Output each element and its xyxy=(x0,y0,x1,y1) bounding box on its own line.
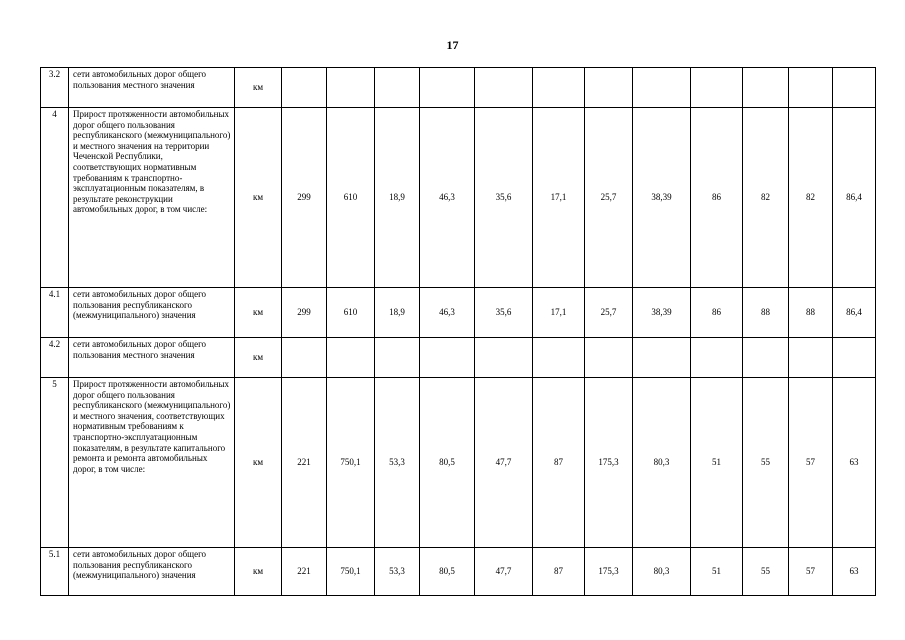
value-cell xyxy=(420,338,475,378)
value-cell xyxy=(375,68,420,108)
row-number: 3.2 xyxy=(41,68,69,108)
value-cell: 55 xyxy=(743,378,789,548)
value-cell xyxy=(282,68,327,108)
value-cell: 610 xyxy=(327,108,375,288)
unit-cell: км xyxy=(235,338,282,378)
table-row xyxy=(41,378,876,548)
value-cell: 80,3 xyxy=(633,378,691,548)
value-cell: 46,3 xyxy=(420,288,475,338)
indicator-description: Прирост протяженности автомобильных дорог общего пользования республиканского (межмуниципального) и местного значения на территории Чеченской Республики, соответствующих нормативным требованиям к транспортно-эксплуатационным показателям, в результате реконструкции автомобильных дорог, в том числе: xyxy=(69,108,235,288)
value-cell: 175,3 xyxy=(585,378,633,548)
row-number: 4 xyxy=(41,108,69,288)
value-cell: 38,39 xyxy=(633,288,691,338)
row-number: 4.2 xyxy=(41,338,69,378)
value-cell xyxy=(743,68,789,108)
value-cell: 750,1 xyxy=(327,378,375,548)
value-cell xyxy=(789,68,833,108)
value-cell: 17,1 xyxy=(533,108,585,288)
indicator-description: сети автомобильных дорог общего пользования местного значения xyxy=(69,338,235,378)
table-row xyxy=(41,108,876,288)
value-cell: 88 xyxy=(743,288,789,338)
value-cell: 57 xyxy=(789,378,833,548)
table-body xyxy=(41,68,876,596)
value-cell: 221 xyxy=(282,548,327,596)
value-cell: 47,7 xyxy=(475,378,533,548)
value-cell: 46,3 xyxy=(420,108,475,288)
value-cell: 25,7 xyxy=(585,288,633,338)
value-cell: 87 xyxy=(533,548,585,596)
value-cell: 82 xyxy=(743,108,789,288)
table-row xyxy=(41,548,876,596)
value-cell: 55 xyxy=(743,548,789,596)
value-cell xyxy=(375,338,420,378)
value-cell xyxy=(327,338,375,378)
value-cell: 175,3 xyxy=(585,548,633,596)
value-cell: 47,7 xyxy=(475,548,533,596)
value-cell xyxy=(585,338,633,378)
row-number: 5.1 xyxy=(41,548,69,596)
table-row xyxy=(41,338,876,378)
indicator-description: сети автомобильных дорог общего пользования местного значения xyxy=(69,68,235,108)
value-cell: 221 xyxy=(282,378,327,548)
unit-cell: км xyxy=(235,378,282,548)
value-cell xyxy=(475,68,533,108)
row-number: 4.1 xyxy=(41,288,69,338)
unit-cell: км xyxy=(235,288,282,338)
unit-cell: км xyxy=(235,548,282,596)
value-cell: 750,1 xyxy=(327,548,375,596)
value-cell: 299 xyxy=(282,108,327,288)
value-cell: 51 xyxy=(691,548,743,596)
value-cell xyxy=(743,338,789,378)
value-cell: 63 xyxy=(833,548,876,596)
unit-cell: км xyxy=(235,108,282,288)
value-cell: 86,4 xyxy=(833,108,876,288)
row-number: 5 xyxy=(41,378,69,548)
value-cell: 87 xyxy=(533,378,585,548)
value-cell: 610 xyxy=(327,288,375,338)
value-cell: 80,3 xyxy=(633,548,691,596)
indicator-description: сети автомобильных дорог общего пользования республиканского (межмуниципального) значения xyxy=(69,288,235,338)
value-cell: 17,1 xyxy=(533,288,585,338)
value-cell xyxy=(633,68,691,108)
value-cell: 18,9 xyxy=(375,288,420,338)
value-cell: 299 xyxy=(282,288,327,338)
value-cell: 18,9 xyxy=(375,108,420,288)
table-row xyxy=(41,288,876,338)
unit-cell: км xyxy=(235,68,282,108)
value-cell: 53,3 xyxy=(375,378,420,548)
value-cell xyxy=(833,68,876,108)
value-cell: 35,6 xyxy=(475,108,533,288)
value-cell xyxy=(533,68,585,108)
value-cell: 35,6 xyxy=(475,288,533,338)
value-cell: 51 xyxy=(691,378,743,548)
value-cell xyxy=(420,68,475,108)
value-cell: 86 xyxy=(691,288,743,338)
value-cell xyxy=(327,68,375,108)
value-cell: 88 xyxy=(789,288,833,338)
value-cell: 63 xyxy=(833,378,876,548)
value-cell: 38,39 xyxy=(633,108,691,288)
value-cell: 25,7 xyxy=(585,108,633,288)
value-cell: 80,5 xyxy=(420,378,475,548)
indicator-description: Прирост протяженности автомобильных дорог общего пользования республиканского (межмуниципального) и местного значения, соответствующих нормативным требованиям к транспортно-эксплуатационным показателям, в результате капитального ремонта и ремонта автомобильных дорог, в том числе: xyxy=(69,378,235,548)
value-cell: 86 xyxy=(691,108,743,288)
page-number: 17 xyxy=(446,38,459,52)
value-cell xyxy=(691,68,743,108)
indicator-table xyxy=(40,67,876,596)
value-cell xyxy=(533,338,585,378)
value-cell: 82 xyxy=(789,108,833,288)
value-cell xyxy=(475,338,533,378)
value-cell xyxy=(633,338,691,378)
indicator-description: сети автомобильных дорог общего пользования республиканского (межмуниципального) значения xyxy=(69,548,235,596)
value-cell xyxy=(833,338,876,378)
table-row xyxy=(41,68,876,108)
value-cell xyxy=(789,338,833,378)
value-cell: 57 xyxy=(789,548,833,596)
value-cell: 53,3 xyxy=(375,548,420,596)
value-cell: 86,4 xyxy=(833,288,876,338)
value-cell: 80,5 xyxy=(420,548,475,596)
value-cell xyxy=(585,68,633,108)
value-cell xyxy=(282,338,327,378)
value-cell xyxy=(691,338,743,378)
